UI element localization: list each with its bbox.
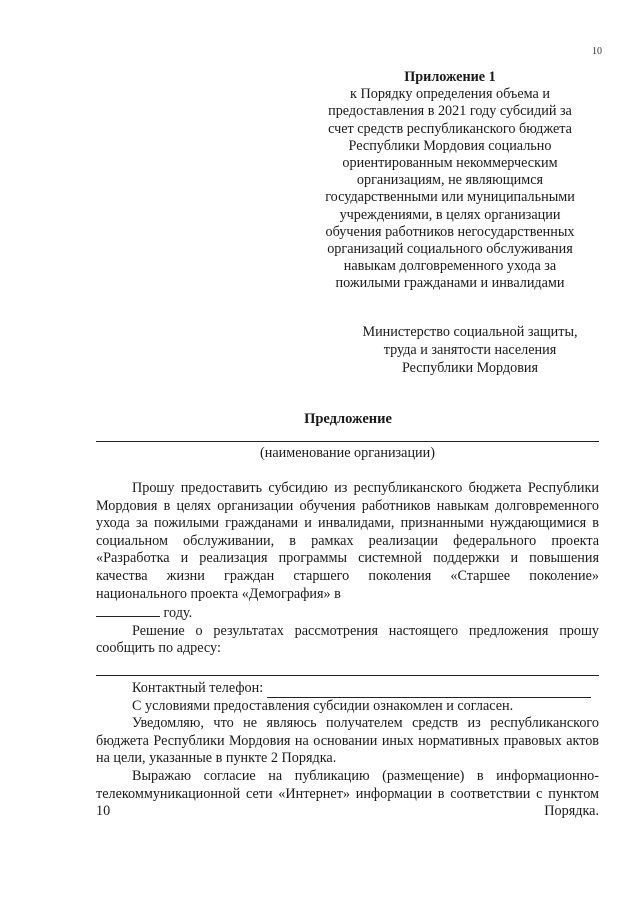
appendix-line: государственными или муниципальными [325,189,575,206]
address-field[interactable] [96,660,599,676]
appendix-line: пожилыми гражданами и инвалидами [335,275,565,292]
organization-name-field[interactable] [96,441,599,442]
appendix-line: организаций социального обслуживания [327,241,573,258]
request-paragraph [96,480,599,623]
phone-row [96,680,599,698]
page-number: 10 [592,46,602,57]
consent-paragraph: Выражаю согласие на публикацию (размещение) в информационно-телекоммуникационной сети «Интернет» информации в соответствии с пунктом 10 Порядка. [96,767,599,820]
appendix-line: учреждениями, в целях организации [339,206,561,223]
document-body [96,480,599,821]
appendix-line: к Порядку определения объема и [350,86,550,103]
addressee-block [342,323,598,377]
phone-label: Контактный телефон: [132,679,264,696]
addressee-line: Республики Мордовия [401,360,539,376]
notify-paragraph: Уведомляю, что не являюсь получателем средств из республиканского бюджета Республики Мордовия на основании иных нормативных правовых актов на цели, указанные в пункте 2 Порядка. [96,715,599,767]
appendix-line: предоставления в 2021 году субсидий за [328,103,572,120]
appendix-line: счет средств республиканского бюджета [328,120,572,137]
request-suffix: году. [163,605,193,622]
appendix-line: организациям, не являющимся [356,172,544,189]
year-blank-field[interactable] [96,603,160,617]
conditions-paragraph: С условиями предоставления субсидии ознакомлен и согласен. [132,697,514,714]
decision-paragraph: Решение о результатах рассмотрения настоящего предложения прошу сообщить по адресу: [96,622,599,657]
appendix-line: навыкам долговременного ухода за [343,258,557,275]
appendix-line: обучения работников негосударственных [325,223,575,240]
appendix-line: ориентированным некоммерческим [342,155,558,172]
document-title: Предложение [304,411,392,427]
appendix-header [300,69,600,293]
organization-name-caption: (наименование организации) [260,445,435,461]
addressee-line: труда и занятости населения [383,342,557,358]
request-text: Прошу предоставить субсидию из республиканского бюджета Республики Мордовия в целях организации обучения работников навыкам долговременного ухода за пожилыми гражданами и инвалидами, признанными нуждающимися в социальном обслуживании, в рамках реализации федерального проекта «Разработка и реализация программы системной поддержки и повышения качества жизни граждан старшего поколения «Старшее поколение» национального проекта «Демография» в [96,480,599,602]
phone-field[interactable] [267,684,591,698]
addressee-line: Министерство социальной защиты, [362,324,578,340]
appendix-line: Республики Мордовия социально [348,137,552,154]
appendix-title: Приложение 1 [404,69,496,85]
